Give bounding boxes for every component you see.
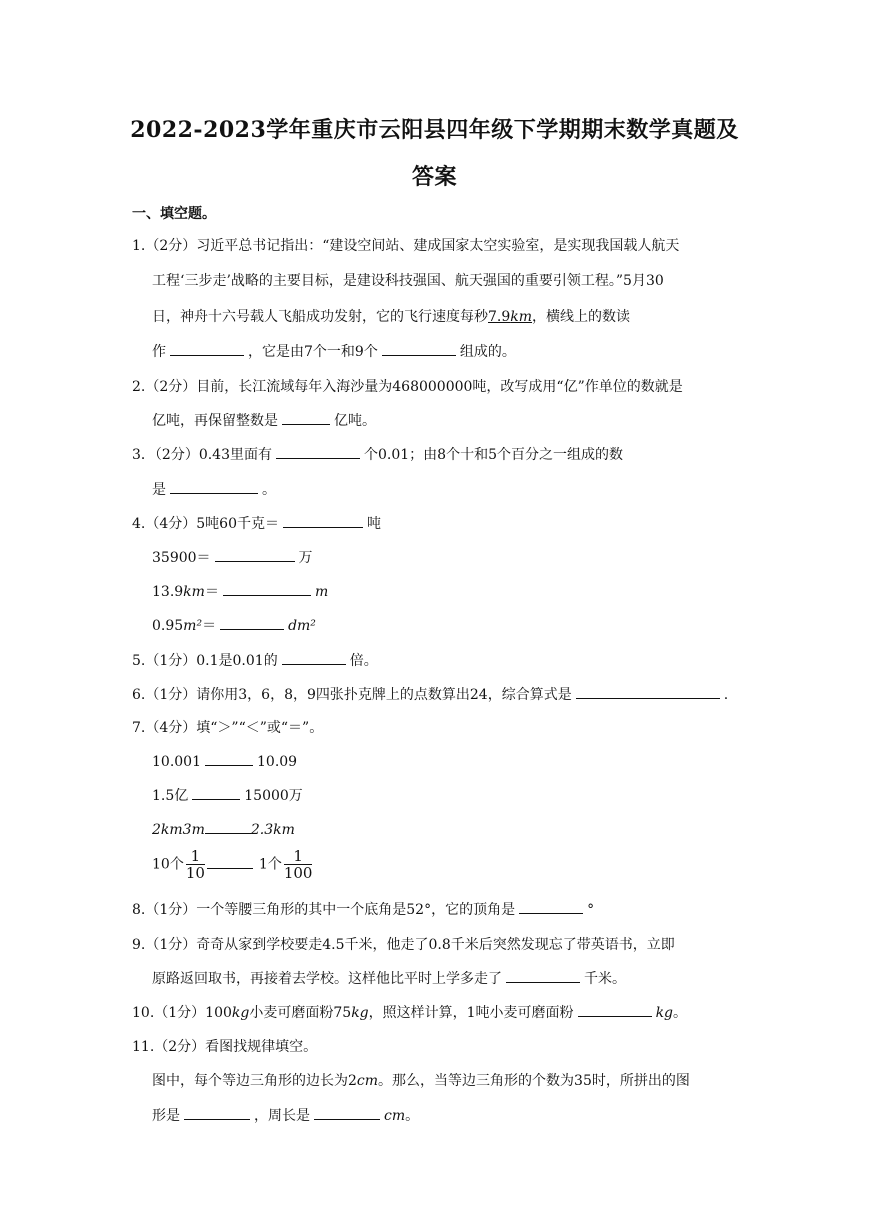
answer-blank[interactable]: [170, 341, 244, 356]
q7-row2: 1.5亿 15000万: [152, 785, 303, 805]
document-title-line1: 2022-2023学年重庆市云阳县四年级下学期期末数学真题及: [130, 117, 739, 143]
q9-line1: 9.（1分）奇奇从家到学校要走4.5千米，他走了0.8千米后突然发现忘了带英语书，立即: [132, 937, 675, 953]
answer-blank[interactable]: [215, 547, 295, 562]
answer-blank[interactable]: [220, 615, 284, 630]
q1-line4: 作 ，它是由7个一和9个 组成的。: [152, 341, 516, 361]
q3-line2: 是 。: [152, 479, 276, 499]
q4-line2: 35900＝ 万: [152, 547, 313, 567]
q7-row4: 10个 $\frac{1}{10}$ 1个 $\frac{1}{100}$: [152, 847, 313, 882]
answer-blank[interactable]: [223, 581, 311, 596]
q7-row3: 2km3m 2.3km: [152, 819, 295, 838]
q4-line3: 13.9km＝ m: [152, 581, 328, 601]
answer-blank[interactable]: [192, 785, 240, 800]
fraction-one-tenth: $\frac{1}{10}$: [185, 847, 205, 882]
answer-blank[interactable]: [519, 899, 583, 914]
answer-blank[interactable]: [205, 819, 251, 834]
answer-blank[interactable]: [170, 479, 258, 494]
q11-line3: 形是 ，周长是 cm。: [152, 1105, 419, 1125]
answer-blank[interactable]: [578, 1002, 652, 1017]
fraction-one-hundredth: $\frac{1}{100}$: [283, 847, 313, 882]
document-title-line2: 答案: [411, 164, 457, 190]
q10-line: 10.（1分）100kg小麦可磨面粉75kg，照这样计算，1吨小麦可磨面粉 kg。: [132, 1002, 687, 1022]
q2-line2: 亿吨，再保留整数是 亿吨。: [152, 410, 376, 430]
q4-line4: 0.95m²＝ dm²: [152, 615, 316, 635]
answer-blank[interactable]: [282, 650, 346, 665]
q1-line3: 日，神舟十六号载人飞船成功发射，它的飞行速度每秒7.9km，横线上的数读: [152, 309, 631, 325]
q7-heading: 7.（4分）填“＞”“＜”或“＝”。: [132, 720, 324, 736]
answer-blank[interactable]: [276, 444, 360, 459]
q3-line1: 3．（2分）0.43里面有 个0.01；由8个十和5个百分之一组成的数: [132, 444, 623, 464]
q9-line2: 原路返回取书，再接着去学校。这样他比平时上学多走了 千米。: [152, 968, 626, 988]
answer-blank[interactable]: [314, 1105, 380, 1120]
q1-line1: 1.（2分）习近平总书记指出：“建设空间站、建成国家太空实验室，是实现我国载人航天: [132, 238, 680, 254]
answer-blank[interactable]: [184, 1105, 250, 1120]
q1-line2: 工程‘三步走’战略的主要目标，是建设科技强国、航天强国的重要引领工程。”5月30: [152, 273, 664, 289]
answer-blank[interactable]: [207, 854, 253, 869]
answer-blank[interactable]: [282, 410, 330, 425]
q11-line2: 图中，每个等边三角形的边长为2cm。那么，当等边三角形的个数为35时，所拼出的图: [152, 1073, 690, 1089]
answer-blank[interactable]: [506, 968, 580, 983]
q8-line: 8.（1分）一个等腰三角形的其中一个底角是52°，它的顶角是 °: [132, 899, 594, 919]
q4-line1: 4.（4分）5吨60千克＝ 吨: [132, 513, 381, 533]
answer-blank[interactable]: [283, 513, 363, 528]
q2-line1: 2.（2分）目前，长江流域每年入海沙量为468000000吨，改写成用“亿”作单位的数就是: [132, 379, 683, 395]
answer-blank[interactable]: [382, 341, 456, 356]
q7-row1: 10.001 10.09: [152, 751, 297, 770]
q5-line: 5.（1分）0.1是0.01的 倍。: [132, 650, 378, 670]
q1-underlined-number: 7.9: [488, 309, 511, 325]
answer-blank[interactable]: [576, 684, 720, 699]
answer-blank[interactable]: [205, 751, 253, 766]
section-heading: 一、填空题。: [132, 206, 216, 222]
q11-heading: 11.（2分）看图找规律填空。: [132, 1039, 318, 1055]
q6-line: 6.（1分）请你用3，6，8，9四张扑克牌上的点数算出24，综合算式是 .: [132, 684, 728, 704]
